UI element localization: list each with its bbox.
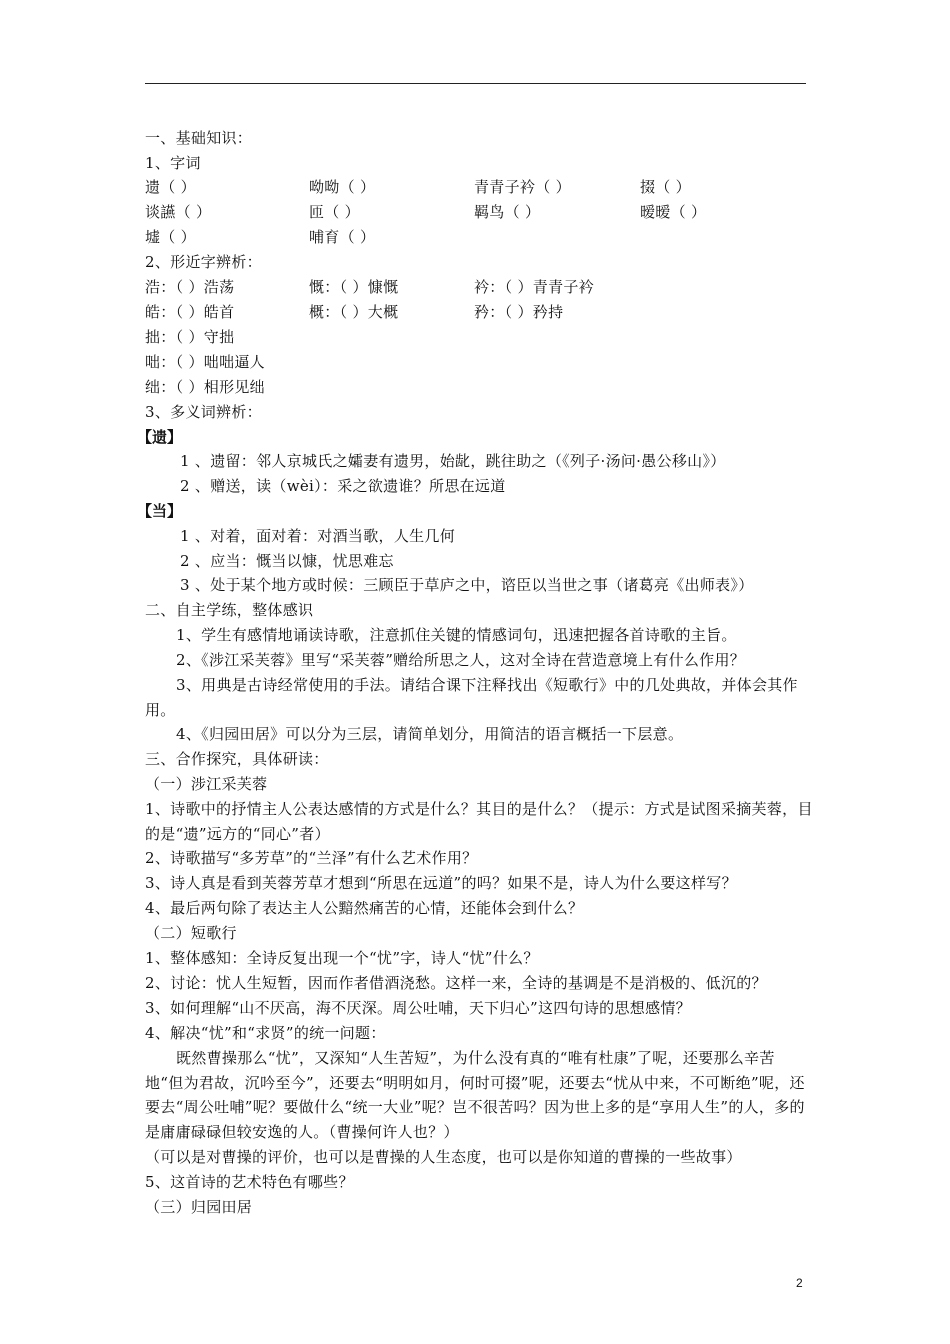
xingJin-heading: 2、形近字辨析：: [145, 253, 262, 271]
question-item: 2、诗歌描写“多芳草”的“兰泽”有什么艺术作用？: [145, 849, 478, 867]
word-cell: 暧暧（ ）: [640, 203, 707, 221]
word-cell: 墟（ ）: [145, 228, 196, 246]
task-item: 2、《涉江采芙蓉》里写“采芙蓉”赠给所思之人，这对全诗在营造意境上有什么作用？: [176, 651, 746, 669]
note-line: （可以是对曹操的评价，也可以是曹操的人生态度，也可以是你知道的曹操的一些故事）: [145, 1148, 742, 1166]
poem-title: （三）归园田居: [145, 1198, 253, 1216]
section-2-title: 二、自主学练，整体感识: [145, 601, 314, 619]
definition-item: 1 、对着，面对着：对酒当歌，人生几何: [180, 527, 456, 545]
question-item: 2、讨论：忧人生短暂，因而作者借酒浇愁。这样一来，全诗的基调是不是消极的、低沉的？: [145, 974, 767, 992]
word-cell: 羁鸟（ ）: [474, 203, 541, 221]
char-cell: 衿：（ ）青青子衿: [474, 278, 594, 296]
poem-title: （二）短歌行: [145, 924, 237, 942]
definition-item: 2 、赠送，读（wèi）：采之欲遗谁？所思在远道: [180, 477, 506, 495]
header-rule: [145, 83, 806, 84]
char-cell: 概：（ ）大概: [309, 303, 399, 321]
section-1-title: 一、基础知识：: [145, 129, 253, 147]
question-item: 4、最后两句除了表达主人公黯然痛苦的心情，还能体会到什么？: [145, 899, 584, 917]
word-cell: 遗（ ）: [145, 178, 196, 196]
definition-item: 3 、处于某个地方或时候：三顾臣于草庐之中，谘臣以当世之事（诸葛亮《出师表》）: [180, 576, 754, 594]
poem-title: （一）涉江采芙蓉: [145, 775, 268, 793]
discussion-paragraph: 既然曹操那么“忧”，又深知“人生苦短”，为什么没有真的“唯有杜康”了呢，还要那么辛苦地“但为君故，沉吟至今”，还要去“明明如月，何时可掇”呢，还要去“忧从中来，不可断绝”呢，还要去“周公吐哺”呢？要做什么“统一大业”呢？岂不很苦吗？因为世上多的是“享用人生”的人，多的是庸庸碌碌但较安逸的人。（曹操何许人也？）: [145, 1049, 805, 1141]
question-item: 4、解决“忧”和“求贤”的统一问题：: [145, 1024, 386, 1042]
question-item: 1、整体感知：全诗反复出现一个“忧”字，诗人“忧”什么？: [145, 949, 539, 967]
definition-item: 1 、遗留：邻人京城氏之孀妻有遗男，始龀，跳往助之（《列子·汤问·愚公移山》）: [180, 452, 726, 470]
question-item: 5、这首诗的艺术特色有哪些？: [145, 1173, 354, 1191]
task-item: 3、用典是古诗经常使用的手法。请结合课下注释找出《短歌行》中的几处典故，并体会其作用。: [145, 676, 798, 719]
char-cell: 矜：（ ）矜持: [474, 303, 564, 321]
char-cell: 浩：（ ）浩荡: [145, 278, 235, 296]
ziCi-heading: 1、字词: [145, 154, 201, 172]
term-label-dang: 【当】: [137, 502, 183, 520]
question-item: 3、诗人真是看到芙蓉芳草才想到“所思在远道”的吗？如果不是，诗人为什么要这样写？: [145, 874, 737, 892]
word-cell: 哺育（ ）: [309, 228, 376, 246]
question-item: 3、如何理解“山不厌高，海不厌深。周公吐哺，天下归心”这四句诗的思想感情？: [145, 999, 691, 1017]
duoYi-heading: 3、多义词辨析：: [145, 403, 262, 421]
char-cell: 拙：（ ）守拙: [145, 328, 235, 346]
term-label-yi: 【遗】: [137, 428, 183, 446]
char-cell: 皓：（ ）皓首: [145, 303, 235, 321]
word-cell: 呦呦（ ）: [309, 178, 376, 196]
char-cell: 绌：（ ）相形见绌: [145, 378, 265, 396]
question-item: 1、诗歌中的抒情主人公表达感情的方式是什么？其目的是什么？（提示：方式是试图采摘芙蓉，目的是“遗”远方的“同心”者）: [145, 800, 813, 843]
word-cell: 掇（ ）: [640, 178, 691, 196]
task-item: 4、《归园田居》可以分为三层，请简单划分，用简洁的语言概括一下层意。: [176, 725, 684, 743]
word-cell: 谈讌（ ）: [145, 203, 212, 221]
page-number: 2: [796, 1276, 803, 1290]
section-3-title: 三、合作探究，具体研读：: [145, 750, 329, 768]
word-cell: 匝（ ）: [309, 203, 360, 221]
char-cell: 慨：（ ）慷慨: [309, 278, 399, 296]
char-cell: 咄：（ ）咄咄逼人: [145, 353, 265, 371]
task-item: 1、学生有感情地诵读诗歌，注意抓住关键的情感词句，迅速把握各首诗歌的主旨。: [176, 626, 737, 644]
word-cell: 青青子衿（ ）: [474, 178, 571, 196]
definition-item: 2 、应当：慨当以慷，忧思难忘: [180, 552, 394, 570]
